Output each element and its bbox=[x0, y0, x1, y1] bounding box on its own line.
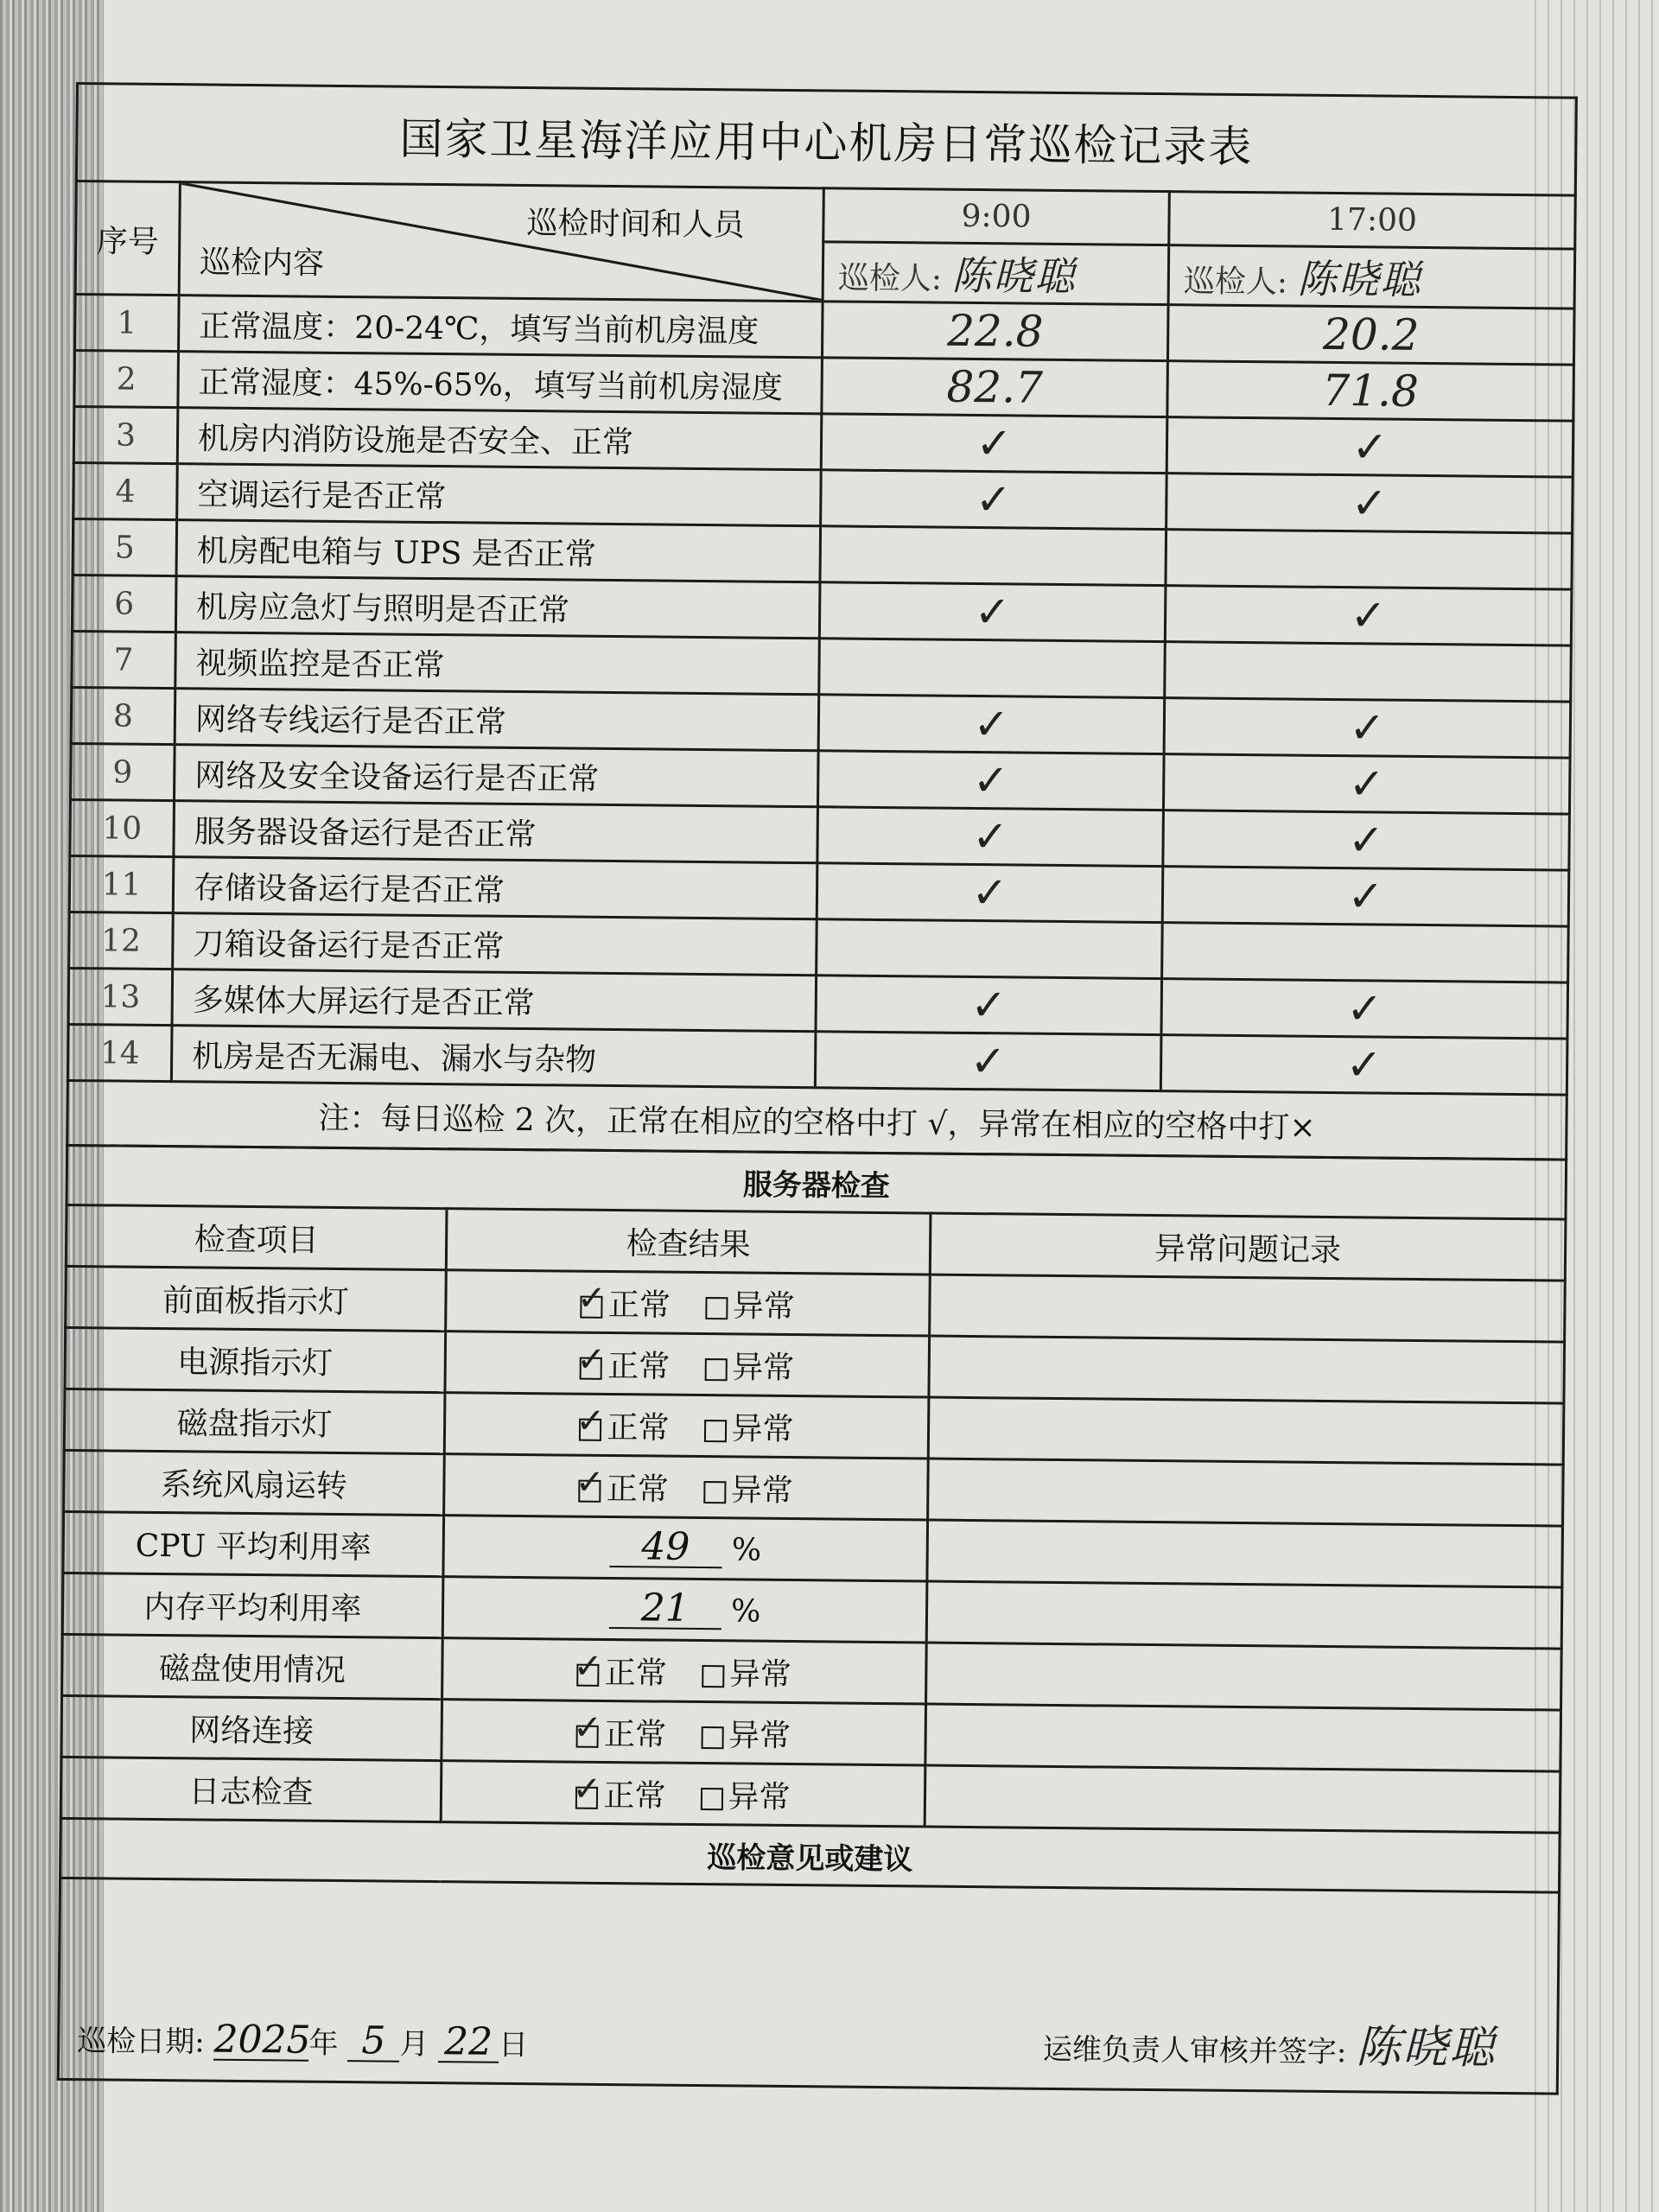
check-mark-icon: ✓ bbox=[575, 1401, 606, 1441]
normal-checkbox[interactable] bbox=[573, 1707, 602, 1748]
time-17: 17:00 bbox=[1169, 192, 1576, 250]
row-check-9 bbox=[817, 919, 1163, 979]
review-label: 运维负责人审核并签字: bbox=[1042, 2031, 1347, 2070]
row-value-9: 82.7 bbox=[822, 358, 1168, 417]
col-issue-header: 异常问题记录 bbox=[930, 1213, 1566, 1281]
col-result-header: 检查结果 bbox=[446, 1209, 931, 1274]
issue-record-cell[interactable] bbox=[925, 1704, 1561, 1771]
check-mark-icon: ✓ bbox=[576, 1339, 607, 1380]
issue-record-cell[interactable] bbox=[927, 1520, 1563, 1587]
abnormal-checkbox[interactable] bbox=[703, 1481, 726, 1503]
row-check-17: ✓ bbox=[1166, 417, 1573, 478]
issue-record-cell[interactable] bbox=[928, 1459, 1564, 1526]
row-check-9: ✓ bbox=[815, 1032, 1161, 1091]
day-unit: 日 bbox=[498, 2027, 529, 2063]
abnormal-label: 异常 bbox=[732, 1349, 795, 1386]
result-cell bbox=[442, 1638, 927, 1704]
normal-label: 正常 bbox=[603, 1716, 667, 1753]
row-no: 3 bbox=[73, 406, 178, 463]
abnormal-label: 异常 bbox=[728, 1778, 791, 1815]
server-item-name: 磁盘指示灯 bbox=[64, 1389, 445, 1453]
normal-label: 正常 bbox=[607, 1287, 671, 1324]
row-check-17: ✓ bbox=[1160, 1035, 1567, 1096]
issue-record-cell[interactable] bbox=[925, 1765, 1560, 1833]
server-item-name: CPU 平均利用率 bbox=[63, 1511, 444, 1576]
row-no: 2 bbox=[74, 351, 179, 408]
issue-record-cell[interactable] bbox=[926, 1643, 1562, 1710]
cpu-usage-value[interactable]: 49 bbox=[609, 1528, 721, 1568]
server-check-table bbox=[57, 1144, 1567, 2095]
row-no: 9 bbox=[71, 743, 175, 800]
row-item: 机房内消防设施是否安全、正常 bbox=[177, 408, 822, 470]
result-cell bbox=[444, 1454, 929, 1520]
suggestion-area bbox=[58, 1878, 1559, 2094]
row-item: 网络及安全设备运行是否正常 bbox=[175, 745, 819, 807]
result-cell bbox=[445, 1332, 930, 1397]
row-item: 空调运行是否正常 bbox=[177, 464, 822, 526]
result-cell bbox=[446, 1270, 931, 1336]
abnormal-checkbox[interactable] bbox=[704, 1358, 727, 1381]
row-check-17 bbox=[1165, 642, 1572, 702]
row-item: 网络专线运行是否正常 bbox=[175, 689, 819, 751]
form-note: 注：每日巡检 2 次，正常在相应的空格中打 √，异常在相应的空格中打× bbox=[67, 1080, 1567, 1160]
row-no: 6 bbox=[72, 575, 176, 632]
row-no: 5 bbox=[73, 518, 177, 575]
inspection-table bbox=[66, 82, 1578, 1161]
normal-label: 正常 bbox=[606, 1471, 670, 1508]
row-check-17: ✓ bbox=[1164, 698, 1571, 759]
result-cell bbox=[442, 1700, 926, 1765]
row-no: 12 bbox=[69, 912, 174, 969]
row-no: 11 bbox=[69, 855, 174, 912]
inspector-label: 巡检人: bbox=[1183, 264, 1288, 301]
abnormal-checkbox[interactable] bbox=[702, 1665, 724, 1688]
abnormal-checkbox[interactable] bbox=[703, 1420, 726, 1442]
normal-checkbox[interactable] bbox=[573, 1646, 603, 1687]
abnormal-checkbox[interactable] bbox=[701, 1726, 723, 1749]
row-no: 13 bbox=[68, 968, 173, 1025]
percent-sign: % bbox=[731, 1532, 762, 1568]
reviewer-signature: 陈晓聪 bbox=[1355, 2021, 1497, 2075]
row-check-9: ✓ bbox=[817, 751, 1164, 810]
normal-label: 正常 bbox=[607, 1409, 670, 1446]
check-rows bbox=[67, 295, 1574, 1096]
check-mark-icon: ✓ bbox=[572, 1769, 602, 1809]
row-check-9: ✓ bbox=[817, 863, 1163, 923]
row-no: 4 bbox=[73, 462, 178, 519]
row-item: 正常湿度：45%-65%，填写当前机房湿度 bbox=[178, 352, 823, 414]
diag-bottom-label: 巡检内容 bbox=[199, 245, 325, 282]
row-item: 机房应急灯与照明是否正常 bbox=[175, 576, 820, 639]
row-no: 14 bbox=[67, 1024, 172, 1081]
inspection-form bbox=[57, 82, 1575, 2084]
row-check-9: ✓ bbox=[816, 976, 1162, 1035]
row-item: 多媒体大屏运行是否正常 bbox=[172, 969, 817, 1032]
form-title: 国家卫星海洋应用中心机房日常巡检记录表 bbox=[76, 84, 1576, 196]
row-item: 机房配电箱与 UPS 是否正常 bbox=[176, 520, 821, 582]
date-year[interactable]: 2025 bbox=[213, 2017, 311, 2063]
year-unit: 年 bbox=[308, 2025, 339, 2062]
row-value-17: 71.8 bbox=[1167, 361, 1574, 422]
check-mark-icon: ✓ bbox=[573, 1707, 602, 1748]
time-9: 9:00 bbox=[823, 188, 1170, 245]
row-check-17: ✓ bbox=[1165, 586, 1572, 646]
issue-record-cell[interactable] bbox=[928, 1397, 1564, 1465]
issue-record-cell[interactable] bbox=[930, 1274, 1566, 1342]
abnormal-checkbox[interactable] bbox=[705, 1297, 728, 1319]
server-item-name: 内存平均利用率 bbox=[62, 1573, 443, 1637]
row-item: 正常温度：20-24℃，填写当前机房温度 bbox=[179, 296, 823, 358]
row-check-9: ✓ bbox=[819, 582, 1166, 642]
normal-label: 正常 bbox=[604, 1655, 668, 1692]
row-item: 刀箱设备运行是否正常 bbox=[173, 913, 817, 976]
row-check-17 bbox=[1162, 923, 1569, 983]
check-mark-icon: ✓ bbox=[573, 1646, 603, 1687]
suggestion-title: 巡检意见或建议 bbox=[60, 1818, 1560, 1892]
row-item: 视频监控是否正常 bbox=[175, 632, 820, 695]
normal-label: 正常 bbox=[603, 1777, 666, 1815]
row-value-9: 22.8 bbox=[822, 302, 1168, 361]
row-check-9: ✓ bbox=[821, 414, 1167, 474]
check-mark-icon: ✓ bbox=[576, 1278, 607, 1319]
abnormal-label: 异常 bbox=[728, 1656, 792, 1693]
seq-header: 序号 bbox=[75, 181, 180, 296]
inspector-1-signature: 陈晓聪 bbox=[951, 251, 1077, 301]
normal-label: 正常 bbox=[607, 1348, 671, 1385]
percent-sign: % bbox=[730, 1593, 761, 1630]
result-cell bbox=[441, 1761, 925, 1827]
result-cell bbox=[443, 1516, 928, 1581]
month-unit: 月 bbox=[399, 2026, 429, 2063]
row-no: 1 bbox=[75, 295, 180, 352]
inspection-date bbox=[77, 2017, 528, 2063]
row-check-17: ✓ bbox=[1166, 474, 1573, 534]
server-item-name: 系统风扇运转 bbox=[64, 1450, 445, 1515]
server-item-name: 磁盘使用情况 bbox=[62, 1634, 443, 1699]
row-check-9 bbox=[820, 526, 1166, 586]
abnormal-label: 异常 bbox=[728, 1717, 791, 1754]
normal-checkbox[interactable] bbox=[572, 1769, 602, 1809]
col-item-header: 检查项目 bbox=[66, 1205, 447, 1269]
inspector-cell-1 bbox=[823, 242, 1169, 305]
inspector-cell-2 bbox=[1168, 245, 1575, 309]
server-item-name: 电源指示灯 bbox=[65, 1327, 446, 1392]
server-section-title: 服务器检查 bbox=[67, 1145, 1567, 1219]
row-check-17: ✓ bbox=[1163, 810, 1570, 871]
row-item: 服务器设备运行是否正常 bbox=[174, 801, 818, 863]
inspector-2-signature: 陈晓聪 bbox=[1297, 255, 1422, 303]
row-no: 10 bbox=[70, 799, 175, 856]
diag-top-label: 巡检时间和人员 bbox=[526, 206, 745, 244]
row-value-17: 20.2 bbox=[1167, 305, 1574, 365]
row-check-17: ✓ bbox=[1163, 754, 1570, 815]
date-month[interactable]: 5 bbox=[347, 2022, 399, 2063]
row-check-17 bbox=[1166, 530, 1573, 590]
date-day[interactable]: 22 bbox=[438, 2023, 499, 2063]
row-item: 机房是否无漏电、漏水与杂物 bbox=[171, 1026, 816, 1088]
memory-usage-value[interactable]: 21 bbox=[609, 1589, 721, 1630]
normal-checkbox[interactable] bbox=[576, 1339, 607, 1380]
row-check-9: ✓ bbox=[818, 695, 1165, 754]
diagonal-header bbox=[179, 182, 823, 302]
inspector-label: 巡检人: bbox=[837, 260, 943, 297]
issue-record-cell[interactable] bbox=[926, 1581, 1562, 1649]
server-item-name: 前面板指示灯 bbox=[66, 1266, 447, 1331]
normal-checkbox[interactable] bbox=[575, 1462, 605, 1503]
abnormal-label: 异常 bbox=[731, 1410, 794, 1447]
row-check-17: ✓ bbox=[1161, 979, 1568, 1039]
abnormal-checkbox[interactable] bbox=[700, 1788, 722, 1810]
row-check-9 bbox=[819, 639, 1166, 698]
row-no: 7 bbox=[72, 631, 176, 688]
row-check-9: ✓ bbox=[817, 807, 1164, 867]
normal-checkbox[interactable] bbox=[575, 1401, 606, 1441]
result-cell bbox=[444, 1393, 929, 1459]
issue-record-cell[interactable] bbox=[929, 1336, 1565, 1403]
server-item-name: 网络连接 bbox=[61, 1695, 442, 1760]
abnormal-label: 异常 bbox=[730, 1471, 794, 1509]
row-check-9: ✓ bbox=[821, 470, 1167, 530]
review-signature-block bbox=[1043, 2007, 1497, 2076]
result-cell bbox=[442, 1577, 927, 1643]
abnormal-label: 异常 bbox=[732, 1287, 796, 1325]
normal-checkbox[interactable] bbox=[576, 1278, 607, 1319]
server-item-name: 日志检查 bbox=[60, 1757, 442, 1821]
row-item: 存储设备运行是否正常 bbox=[173, 857, 817, 919]
row-check-17: ✓ bbox=[1162, 867, 1569, 927]
check-mark-icon: ✓ bbox=[575, 1462, 605, 1503]
date-label: 巡检日期: bbox=[77, 2024, 205, 2060]
row-no: 8 bbox=[71, 687, 175, 744]
